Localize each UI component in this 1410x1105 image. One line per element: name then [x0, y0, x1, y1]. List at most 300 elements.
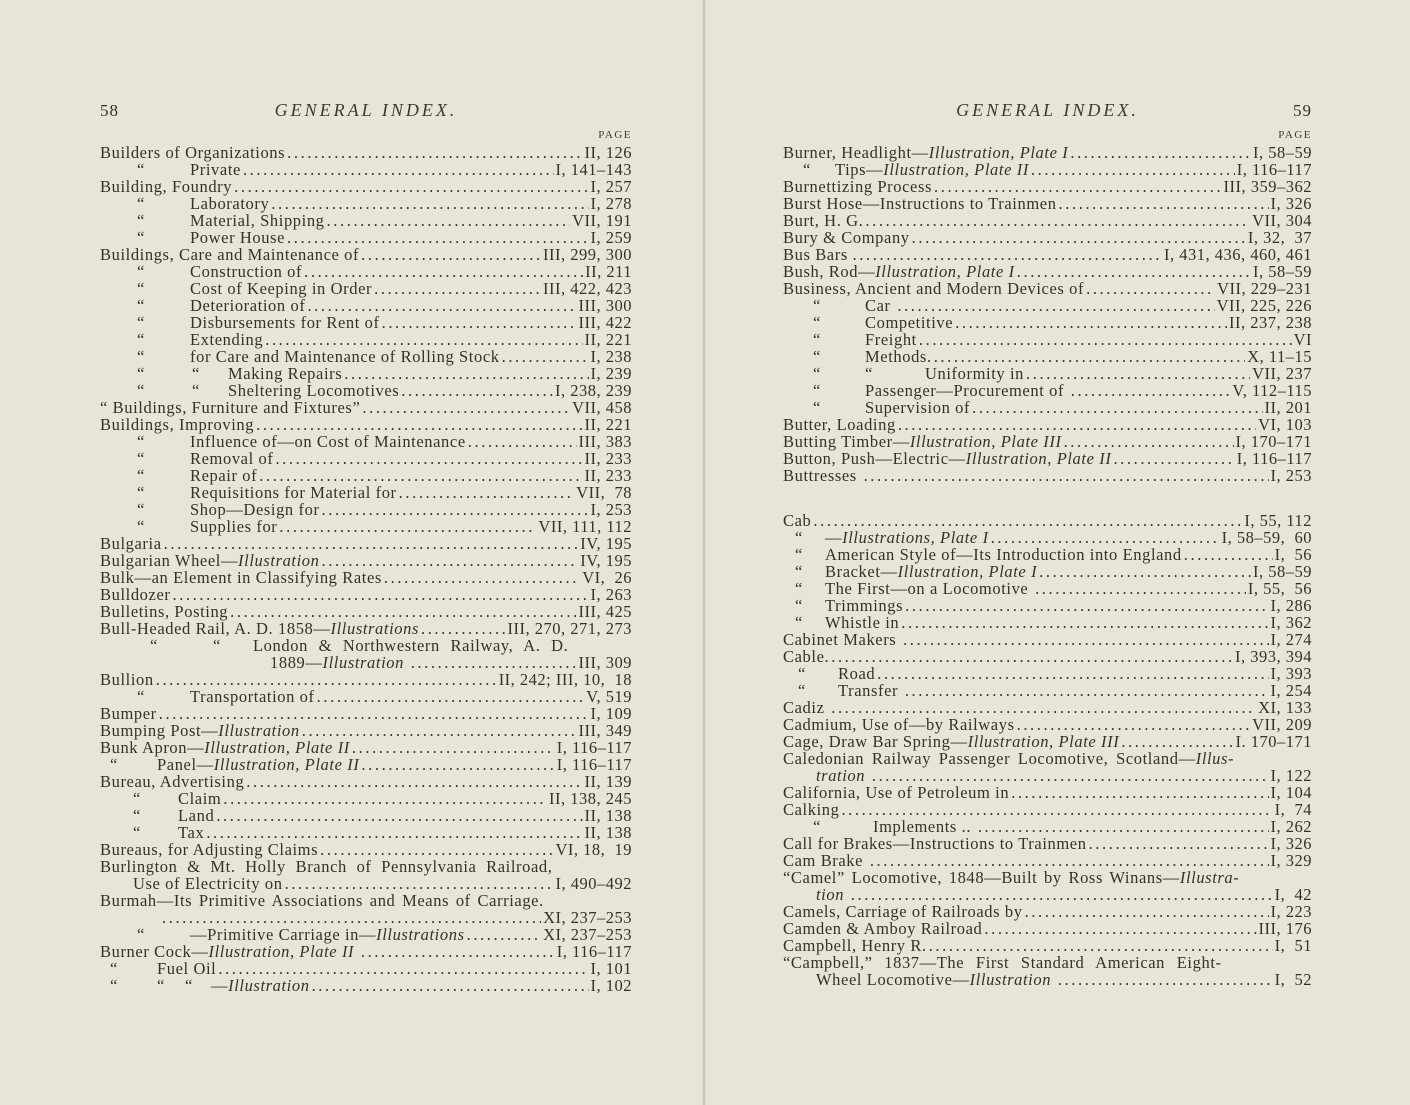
- page-reference: VII, 237: [1252, 364, 1312, 383]
- leader-dots: [216, 807, 582, 824]
- index-entry: [100, 892, 632, 909]
- index-entry: [783, 614, 1312, 631]
- index-entry: [783, 665, 1312, 682]
- entry-text: London & Northwestern Railway, A. D.: [253, 636, 569, 655]
- page-column-label: PAGE: [598, 129, 632, 141]
- index-entry: [100, 348, 632, 365]
- index-entry: [100, 263, 632, 280]
- index-entry: [100, 569, 632, 586]
- page-reference: II, 138, 245: [549, 789, 632, 808]
- entry-text: Bureaus, for Adjusting Claims: [100, 840, 319, 859]
- index-entry: [783, 144, 1312, 161]
- page-reference: I, 58–59, 60: [1221, 528, 1312, 547]
- index-entry: [100, 671, 632, 688]
- entry-text: Construction of: [190, 262, 303, 281]
- index-entry: [783, 597, 1312, 614]
- page-reference: I, 238, 239: [555, 381, 632, 400]
- page-reference: III, 349: [578, 721, 632, 740]
- entry-text: Cost of Keeping in Order: [190, 279, 373, 298]
- ditto-mark: “: [137, 279, 145, 298]
- page-reference: I, 326: [1270, 834, 1312, 853]
- index-entry: [783, 631, 1312, 648]
- index-entry: [100, 229, 632, 246]
- leader-dots: [312, 977, 589, 994]
- index-entry: [783, 563, 1312, 580]
- leader-dots: [841, 801, 1272, 818]
- leader-dots: [934, 178, 1221, 195]
- entry-text: Bulgarian Wheel—: [100, 551, 239, 570]
- leader-dots: [265, 331, 582, 348]
- leader-dots: [859, 246, 1162, 263]
- leader-dots: [1035, 580, 1246, 597]
- page-reference: I, 116–117: [1236, 449, 1312, 468]
- page-reference: II, 221: [584, 330, 632, 349]
- entry-text: Bush, Rod—: [783, 262, 876, 281]
- entry-text: Illustration: [218, 721, 300, 740]
- page-reference: XI, 133: [1258, 698, 1312, 717]
- entry-text: Passenger—Procurement of: [865, 381, 1069, 400]
- page-reference: VII, 191: [572, 211, 632, 230]
- page-reference: I, 393, 394: [1235, 647, 1312, 666]
- ditto-mark: “: [865, 364, 873, 383]
- page-reference: I, 116–117: [556, 738, 632, 757]
- entry-text: Campbell, Henry R.: [783, 936, 927, 955]
- leader-dots: [1121, 733, 1233, 750]
- entry-text: Buttresses: [783, 466, 862, 485]
- page-reference: I, 74: [1274, 800, 1312, 819]
- leader-dots: [275, 450, 582, 467]
- entry-text: Whistle in: [825, 613, 900, 632]
- leader-dots: [230, 603, 576, 620]
- index-entries: [100, 144, 632, 994]
- index-entry: [783, 331, 1312, 348]
- ditto-mark: “: [192, 364, 200, 383]
- entry-text: Bumping Post—: [100, 721, 219, 740]
- entry-text: Implements ..: [873, 817, 976, 836]
- index-entry: [100, 280, 632, 297]
- leader-dots: [901, 614, 1268, 631]
- page-reference: VII, 111, 112: [538, 517, 632, 536]
- page-reference: II, 242; III, 10, 18: [498, 670, 632, 689]
- index-entry: [783, 229, 1312, 246]
- entry-text: Tax: [178, 823, 205, 842]
- page-58: [100, 100, 632, 994]
- entry-text: Illustration: [969, 970, 1056, 989]
- index-entry: [100, 875, 632, 892]
- entry-text: Buildings, Improving: [100, 415, 255, 434]
- entry-text: Bunk Apron—: [100, 738, 205, 757]
- leader-dots: [246, 773, 582, 790]
- page-reference: I, 42: [1274, 885, 1312, 904]
- ditto-mark: “: [133, 789, 141, 808]
- leader-dots: [468, 433, 577, 450]
- leader-dots: [307, 297, 576, 314]
- entry-text: Illustration, Plate II: [965, 449, 1112, 468]
- ditto-mark: “: [795, 528, 803, 547]
- ditto-mark: “: [133, 823, 141, 842]
- page-reference: I, 239: [590, 364, 632, 383]
- page-reference: III, 422: [578, 313, 632, 332]
- entry-text: Tips—: [835, 160, 884, 179]
- page-reference: II, 237, 238: [1229, 313, 1312, 332]
- entry-text: Transfer: [838, 681, 903, 700]
- page-59: [783, 100, 1312, 988]
- entry-text: Bracket—: [825, 562, 898, 581]
- index-entry: [783, 886, 1312, 903]
- page-reference: IV, 195: [580, 534, 632, 553]
- ditto-mark: “: [137, 925, 145, 944]
- entry-text: Cadmium, Use of—by Railways: [783, 715, 1015, 734]
- index-entry: [100, 824, 632, 841]
- entry-text: Illustrations: [330, 619, 419, 638]
- page-number-left: 58: [100, 101, 119, 120]
- index-entry: [100, 688, 632, 705]
- index-entry: [783, 835, 1312, 852]
- page-reference: I, 431, 436, 460, 461: [1164, 245, 1312, 264]
- ditto-mark: “: [813, 296, 821, 315]
- index-entry: [783, 937, 1312, 954]
- page-reference: I, 259: [590, 228, 632, 247]
- entry-text: Illustration: [238, 551, 320, 570]
- ditto-mark: “: [137, 432, 145, 451]
- index-entry: [100, 195, 632, 212]
- page-reference: I, 56: [1274, 545, 1312, 564]
- page-column-label: PAGE: [1278, 129, 1312, 141]
- page-reference: I, 274: [1270, 630, 1312, 649]
- entry-text: Illustration, Plate II: [213, 755, 360, 774]
- leader-dots: [223, 790, 547, 807]
- entry-text: Camden & Amboy Railroad: [783, 919, 983, 938]
- page-reference: I, 102: [590, 976, 632, 995]
- leader-dots: [164, 535, 579, 552]
- entry-text: Calking: [783, 800, 840, 819]
- entry-text: Removal of: [190, 449, 274, 468]
- leader-dots: [256, 416, 582, 433]
- index-entry: [783, 297, 1312, 314]
- index-entry: [100, 144, 632, 161]
- page-reference: I, 263: [590, 585, 632, 604]
- page-reference: I, 253: [1270, 466, 1312, 485]
- index-entry: [100, 518, 632, 535]
- index-entry: [783, 971, 1312, 988]
- index-entry: [100, 909, 632, 926]
- entry-text: Laboratory: [190, 194, 270, 213]
- page-reference: I, 254: [1270, 681, 1312, 700]
- index-entry: [783, 280, 1312, 297]
- entry-text: —: [825, 528, 843, 547]
- leader-dots: [401, 382, 553, 399]
- ditto-mark: “: [137, 466, 145, 485]
- entry-text: Car: [865, 296, 896, 315]
- entry-text: “Camel” Locomotive, 1848—Built by Ross Winans—: [783, 868, 1180, 887]
- leader-dots: [1017, 716, 1250, 733]
- entry-text: Illustra-: [1179, 868, 1240, 887]
- entry-text: Fuel Oil: [157, 959, 217, 978]
- index-entry: [100, 484, 632, 501]
- ditto-mark: “: [137, 347, 145, 366]
- entry-text: Burnettizing Process: [783, 177, 933, 196]
- index-entry: [100, 416, 632, 433]
- leader-dots: [302, 722, 577, 739]
- leader-dots: [865, 212, 1250, 229]
- entry-text: tion: [816, 885, 849, 904]
- index-entry: [100, 790, 632, 807]
- ditto-mark: “: [795, 596, 803, 615]
- page-number-right: 59: [1293, 101, 1312, 120]
- entry-text: Burner, Headlight—: [783, 143, 929, 162]
- entry-text: Shop—Design for: [190, 500, 320, 519]
- page-reference: I, 122: [1270, 766, 1312, 785]
- entry-text: Making Repairs: [228, 364, 343, 383]
- leader-dots: [972, 399, 1262, 416]
- entry-text: Illustrations: [376, 925, 465, 944]
- page-reference: III, 309: [578, 653, 632, 672]
- ditto-mark: “: [795, 545, 803, 564]
- entry-text: Bus Bars .: [783, 245, 858, 264]
- ditto-mark: “: [110, 959, 118, 978]
- page-reference: I, 257: [590, 177, 632, 196]
- ditto-mark: “: [813, 347, 821, 366]
- page-reference: II, 233: [584, 449, 632, 468]
- entry-text: Use of Electricity on: [133, 874, 283, 893]
- ditto-mark: “: [137, 194, 145, 213]
- page-reference: VII, 209: [1252, 715, 1312, 734]
- index-entry: [100, 620, 632, 637]
- entry-text: Cable.: [783, 647, 830, 666]
- ditto-mark: “: [137, 228, 145, 247]
- ditto-mark: “: [795, 613, 803, 632]
- entry-text: Bumper: [100, 704, 157, 723]
- leader-dots: [421, 620, 506, 637]
- entry-text: Extending: [190, 330, 264, 349]
- entry-text: Claim: [178, 789, 222, 808]
- leader-dots: [502, 348, 589, 365]
- page-reference: X, 11–15: [1247, 347, 1312, 366]
- index-entry: [100, 586, 632, 603]
- page-gutter-seam: [702, 0, 706, 1105]
- leader-dots: [411, 654, 577, 671]
- entry-text: Illus-: [1195, 749, 1235, 768]
- leader-dots: [851, 886, 1273, 903]
- index-entry: [783, 750, 1312, 767]
- entry-text: Supplies for: [190, 517, 278, 536]
- entry-text: Burmah—Its Primitive Associations and Means of Carriage.: [100, 891, 544, 910]
- leader-dots: [243, 161, 554, 178]
- index-entry: [100, 603, 632, 620]
- leader-dots: [1058, 971, 1273, 988]
- entry-text: Power House: [190, 228, 286, 247]
- leader-dots: [877, 665, 1268, 682]
- leader-dots: [156, 671, 497, 688]
- page-reference: I, 326: [1270, 194, 1312, 213]
- leader-dots: [984, 920, 1256, 937]
- index-entry: [783, 365, 1312, 382]
- leader-dots: [271, 195, 588, 212]
- entry-text: Deterioration of: [190, 296, 306, 315]
- page-reference: IV, 195: [580, 551, 632, 570]
- page-reference: I, 58–59: [1253, 262, 1312, 281]
- entry-text: Supervision of: [865, 398, 971, 417]
- entry-text: Influence of—on Cost of Maintenance: [190, 432, 466, 451]
- page-reference: I, 58–59: [1253, 143, 1312, 162]
- entry-text: —Primitive Carriage in—: [190, 925, 377, 944]
- entry-text: Panel—: [157, 755, 214, 774]
- index-entry: [100, 654, 632, 671]
- leader-dots: [352, 739, 555, 756]
- index-entry: [100, 399, 632, 416]
- entry-text: Sheltering Locomotives: [228, 381, 400, 400]
- ditto-mark: “: [813, 381, 821, 400]
- leader-dots: [1089, 835, 1269, 852]
- ditto-mark: “: [795, 579, 803, 598]
- leader-dots: [1039, 563, 1251, 580]
- page-reference: III, 425: [578, 602, 632, 621]
- entry-text: for Care and Maintenance of Rolling Stock: [190, 347, 500, 366]
- leader-dots: [905, 597, 1268, 614]
- index-entry: [100, 773, 632, 790]
- leader-dots: [919, 331, 1292, 348]
- entry-text: Wheel Locomotive—: [816, 970, 970, 989]
- entry-text: Competitive: [865, 313, 954, 332]
- page-reference: I, 262: [1270, 817, 1312, 836]
- index-entry: [100, 450, 632, 467]
- index-entry: [100, 501, 632, 518]
- leader-dots: [322, 501, 589, 518]
- leader-dots: [1086, 280, 1215, 297]
- ditto-mark: “: [798, 664, 806, 683]
- leader-dots: [1026, 365, 1250, 382]
- entry-text: Caledonian Railway Passenger Locomotive, Scotland—: [783, 749, 1196, 768]
- leader-dots: [287, 229, 588, 246]
- index-entry: [100, 858, 632, 875]
- page-reference: VI, 18, 19: [555, 840, 632, 859]
- page-reference: VII, 458: [572, 398, 632, 417]
- ditto-mark: “: [803, 160, 811, 179]
- entry-text: Button, Push—Electric—: [783, 449, 966, 468]
- leader-dots: [384, 569, 580, 586]
- index-entry: [783, 195, 1312, 212]
- leader-dots: [1113, 450, 1234, 467]
- page-reference: V, 519: [586, 687, 632, 706]
- page-reference: I, 32, 37: [1247, 228, 1312, 247]
- leader-dots: [327, 212, 571, 229]
- index-entry: [100, 246, 632, 263]
- page-reference: XI, 237–253: [543, 908, 632, 927]
- entry-text: Business, Ancient and Modern Devices of: [783, 279, 1085, 298]
- entry-text: Illustration: [228, 976, 310, 995]
- entry-text: Illustration, Plate III: [909, 432, 1062, 451]
- index-entry: [783, 869, 1312, 886]
- index-entry: [100, 212, 632, 229]
- index-entry: [783, 212, 1312, 229]
- index-entry: [100, 739, 632, 756]
- page-reference: II, 138: [584, 806, 632, 825]
- entry-text: The First—on a Locomotive: [825, 579, 1034, 598]
- page-reference: I, 170–171: [1235, 432, 1312, 451]
- page-reference: III, 270, 271, 273: [507, 619, 632, 638]
- leader-dots: [872, 767, 1269, 784]
- index-entry: [783, 263, 1312, 280]
- page-reference: VII, 78: [576, 483, 632, 502]
- leader-dots: [912, 229, 1246, 246]
- index-entry: [783, 467, 1312, 484]
- ditto-mark: “: [813, 330, 821, 349]
- ditto-mark: “: [133, 806, 141, 825]
- page-reference: VI, 26: [582, 568, 632, 587]
- ditto-mark: “: [157, 976, 165, 995]
- page-reference: I, 141–143: [555, 160, 632, 179]
- entry-text: Building, Foundry: [100, 177, 233, 196]
- leader-dots: [831, 648, 1233, 665]
- page-reference: V, 112–115: [1232, 381, 1312, 400]
- entry-text: “Campbell,” 1837—The First Standard American Eight-: [783, 953, 1222, 972]
- entry-text: 1889—: [270, 653, 323, 672]
- leader-dots: [279, 518, 536, 535]
- page-reference: I, 101: [590, 959, 632, 978]
- ditto-mark: “: [192, 381, 200, 400]
- entry-text: —: [211, 976, 229, 995]
- leader-dots: [991, 529, 1220, 546]
- leader-dots: [382, 314, 577, 331]
- entry-text: Bury & Company: [783, 228, 910, 247]
- ditto-mark: “: [137, 483, 145, 502]
- leader-dots: [905, 682, 1269, 699]
- page-reference: I, 362: [1270, 613, 1312, 632]
- entry-text: Cadiz: [783, 698, 830, 717]
- leader-dots: [362, 399, 570, 416]
- ditto-mark: “: [185, 976, 193, 995]
- entry-text: Illustration, Plate III: [967, 732, 1120, 751]
- leader-dots: [1031, 161, 1235, 178]
- page-reference: III, 299, 300: [543, 245, 632, 264]
- entry-text: Freight: [865, 330, 917, 349]
- entry-text: American Style of—Its Introduction into England: [825, 545, 1182, 564]
- entry-text: Illustration, Plate II: [883, 160, 1029, 179]
- ditto-mark: “: [795, 562, 803, 581]
- page-reference: I, 52: [1274, 970, 1312, 989]
- entry-text: Cabinet Makers: [783, 630, 902, 649]
- ditto-mark: “: [137, 262, 145, 281]
- entry-text: Trimmings: [825, 596, 904, 615]
- leader-dots: [162, 909, 541, 926]
- entry-text: Call for Brakes—Instructions to Trainmen: [783, 834, 1087, 853]
- leader-dots: [218, 960, 588, 977]
- page-reference: I, 238: [590, 347, 632, 366]
- leader-dots: [361, 943, 555, 960]
- page-reference: I, 55, 56: [1247, 579, 1312, 598]
- leader-dots: [159, 705, 589, 722]
- leader-dots: [1025, 903, 1269, 920]
- entry-text: Material, Shipping: [190, 211, 325, 230]
- leader-dots: [467, 926, 541, 943]
- ditto-mark: “: [213, 636, 221, 655]
- leader-dots: [344, 365, 588, 382]
- leader-dots: [903, 631, 1268, 648]
- page-reference: I, 223: [1270, 902, 1312, 921]
- leader-dots: [813, 512, 1242, 529]
- index-entry: [100, 807, 632, 824]
- page-reference: I, 104: [1270, 783, 1312, 802]
- entry-text: Methods.: [865, 347, 932, 366]
- page-reference: VI: [1293, 330, 1312, 349]
- index-entry: [783, 903, 1312, 920]
- entry-text: Illustration, Plate II: [204, 738, 350, 757]
- page-reference: I, 116–117: [556, 942, 632, 961]
- page-reference: II, 126: [584, 143, 632, 162]
- entry-text: Bureau, Advertising: [100, 772, 245, 791]
- ditto-mark: “: [150, 636, 158, 655]
- index-entry: [100, 433, 632, 450]
